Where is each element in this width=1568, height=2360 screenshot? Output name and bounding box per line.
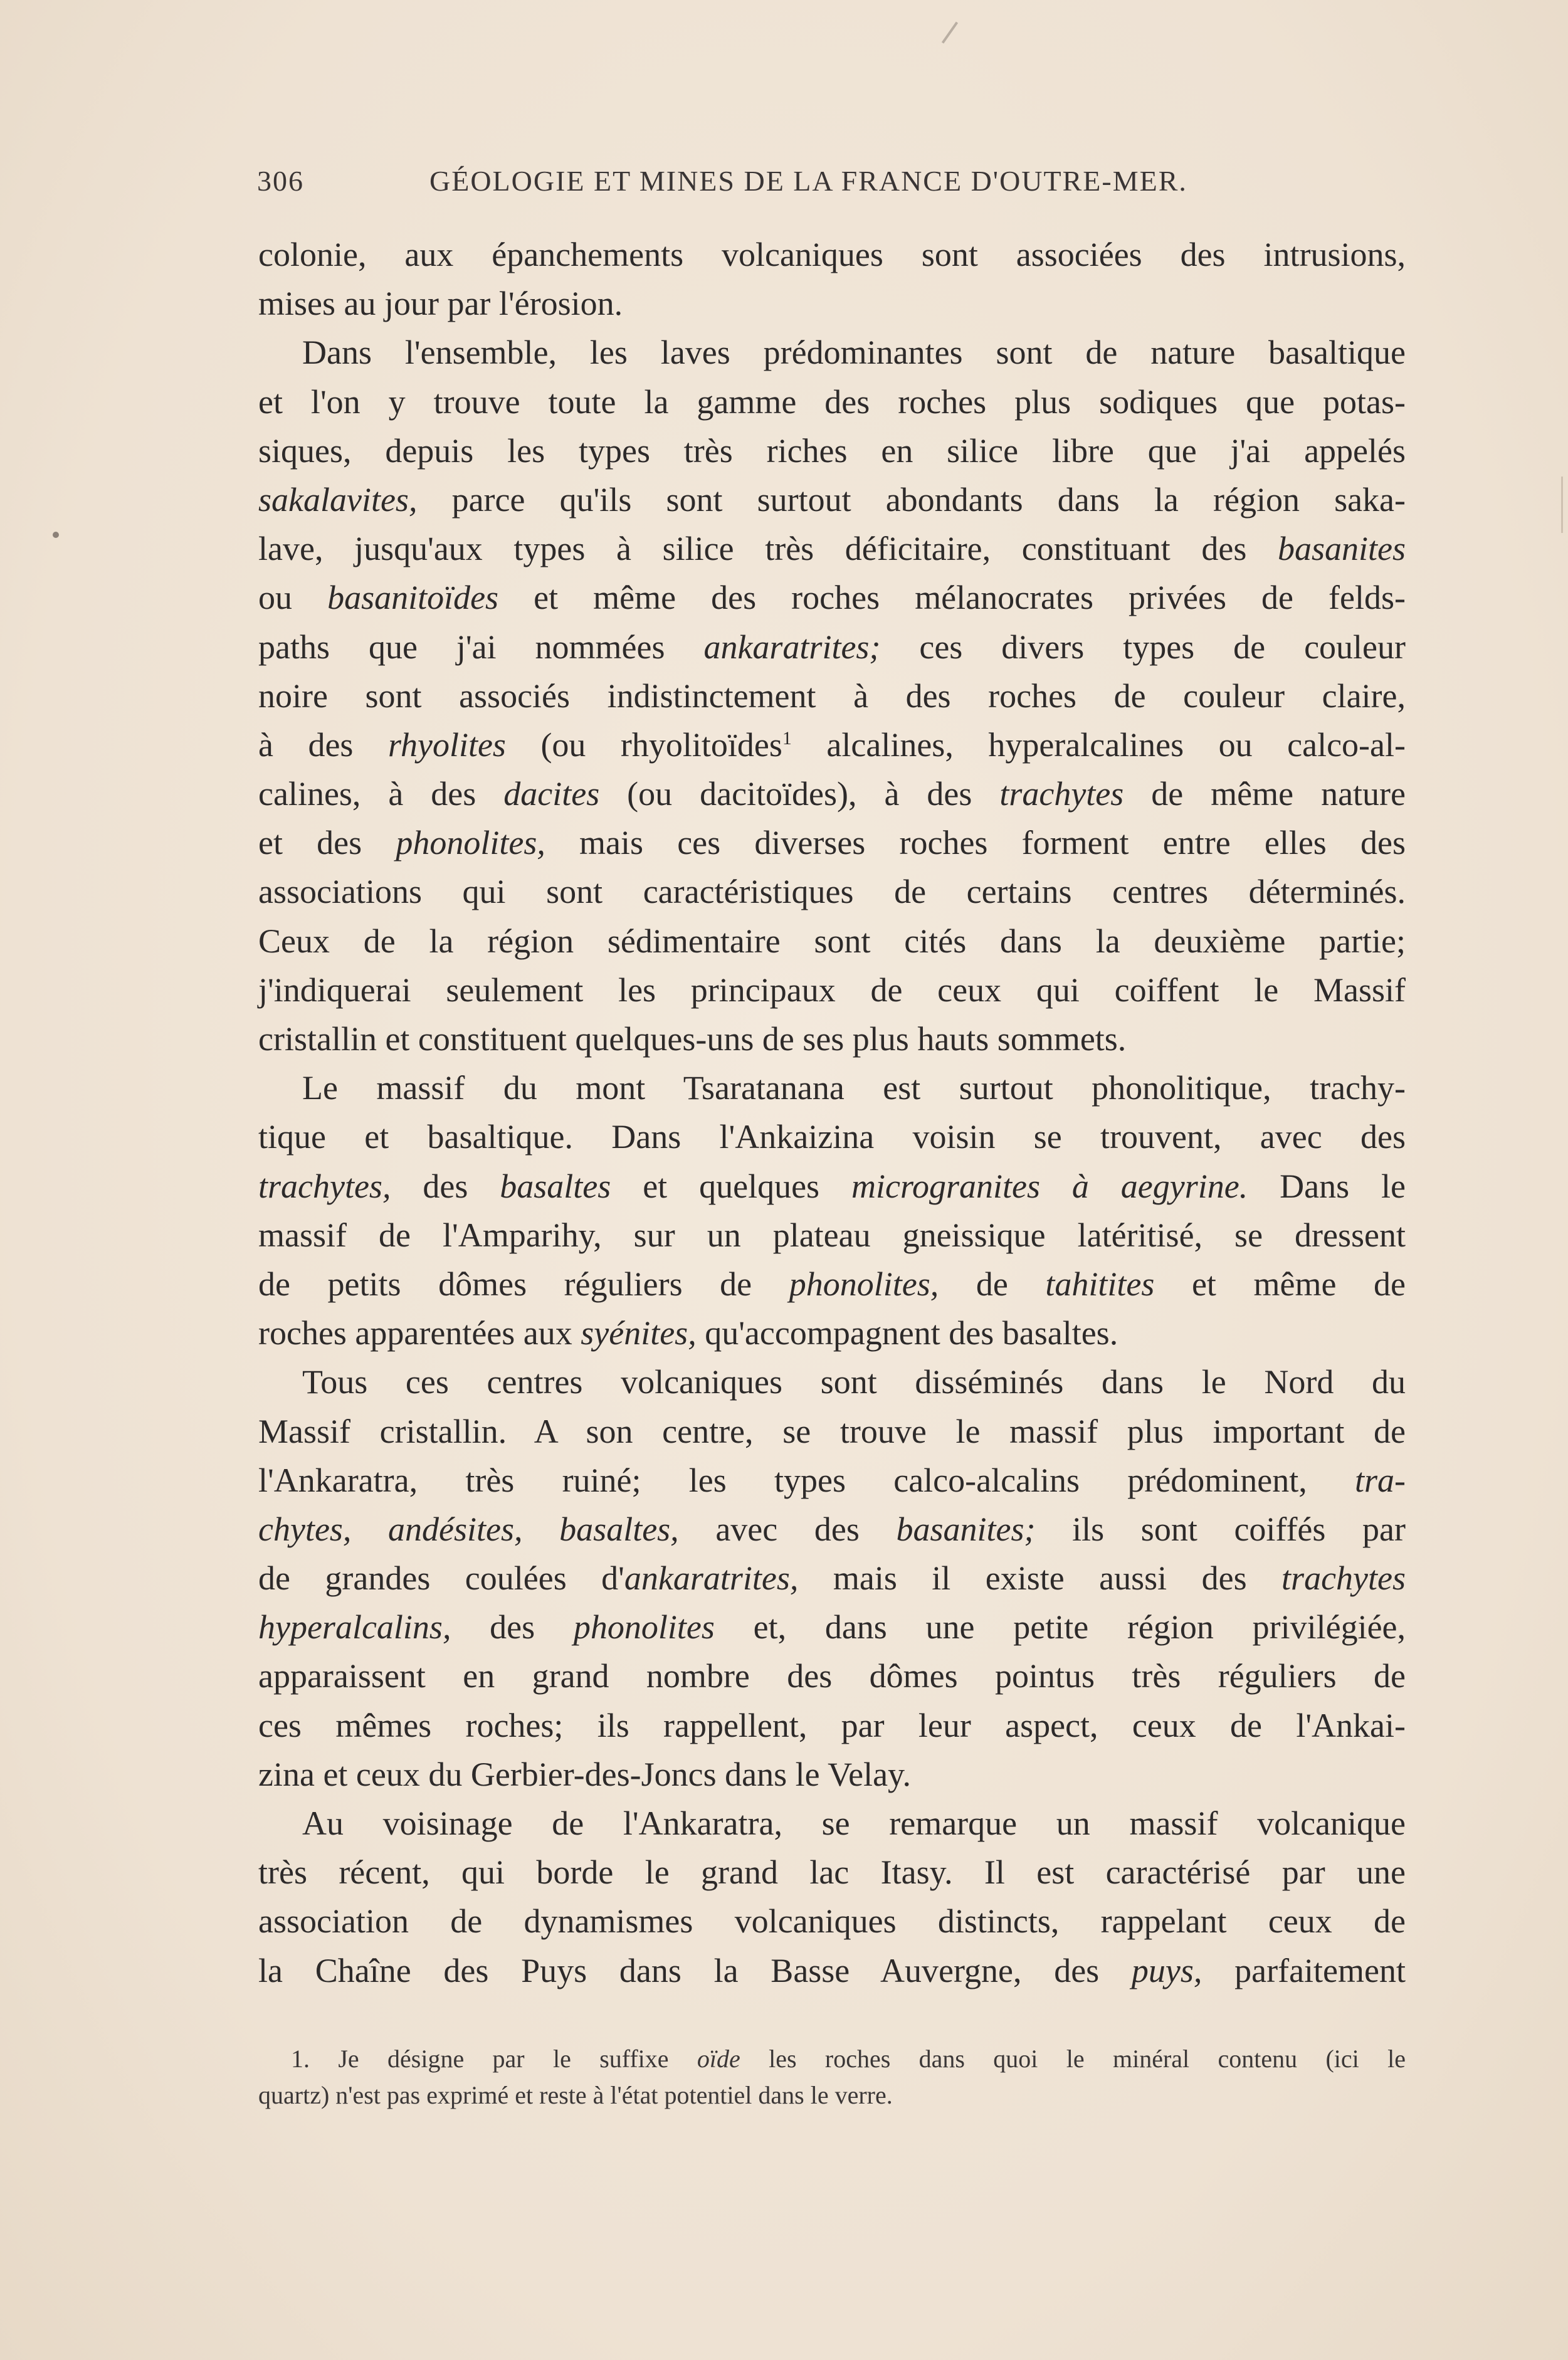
text-run: 1. Je désigne par le suffixe (291, 2045, 697, 2073)
text-line (258, 1162, 1406, 1211)
text-line (258, 1357, 1406, 1406)
text-line (258, 1603, 1406, 1651)
text-run: de petits dômes réguliers de (258, 1265, 789, 1303)
text-run: de (939, 1265, 1046, 1303)
text-line (258, 1505, 1406, 1554)
footnote-line (258, 2041, 1406, 2077)
text-line (258, 1063, 1406, 1112)
margin-spot (53, 532, 59, 538)
italic-term: ankaratrites, (624, 1559, 799, 1598)
text-run: roches apparentées aux (258, 1314, 581, 1352)
text-line (258, 475, 1406, 524)
text-run: Tous ces centres volcaniques sont disséminés dans le Nord du (302, 1363, 1406, 1401)
text-run: et même de (1154, 1265, 1406, 1303)
italic-term: puys, (1131, 1951, 1202, 1989)
text-run: lave, jusqu'aux types à silice très déficitaire, constituant des (258, 530, 1278, 568)
text-run: apparaissent en grand nombre des dômes pointus très réguliers de (258, 1657, 1406, 1695)
text-run: massif de l'Amparihy, sur un plateau gneissique latéritisé, se dressent (258, 1216, 1406, 1254)
text-run: (ou rhyolitoïdes (505, 725, 782, 764)
text-run: de grandes coulées d' (258, 1559, 624, 1598)
text-run: (ou dacitoïdes), à des (599, 775, 1000, 813)
text-line (258, 1897, 1406, 1946)
italic-term: hyperalcalins, (258, 1608, 451, 1646)
text-line (258, 672, 1406, 720)
body-text (258, 230, 1406, 1995)
italic-term: oïde (697, 2045, 740, 2073)
text-run: quartz) n'est pas exprimé et reste à l'état potentiel dans le verre. (258, 2081, 893, 2109)
text-line (258, 1211, 1406, 1260)
text-line (258, 1456, 1406, 1505)
footnote-line (258, 2077, 1406, 2114)
text-line (258, 867, 1406, 916)
text-run: Au voisinage de l'Ankaratra, se remarque un massif volcanique (302, 1804, 1406, 1842)
text-run: j'indiquerai seulement les principaux de ceux qui coiffent le Massif (258, 971, 1406, 1009)
text-run: Dans l'ensemble, les laves prédominantes sont de nature basaltique (302, 334, 1406, 372)
text-run: avec des (678, 1510, 897, 1548)
text-run: de même nature (1123, 775, 1406, 813)
text-run: siques, depuis les types très riches en silice libre que j'ai appelés (258, 431, 1406, 470)
text-run: et, dans une petite région privilégiée, (714, 1608, 1406, 1646)
text-run: mais il existe aussi des (798, 1559, 1282, 1598)
italic-term: basanites (1277, 530, 1406, 568)
italic-term: sakalavites, (258, 480, 418, 519)
text-run: qu'accompagnent des basaltes. (696, 1314, 1118, 1352)
italic-term: rhyolites (387, 725, 506, 764)
text-run: cristallin et constituent quelques-uns de ses plus hauts sommets. (258, 1020, 1127, 1058)
text-line (258, 1651, 1406, 1700)
text-line (258, 917, 1406, 966)
text-run: mises au jour par l'érosion. (258, 285, 623, 323)
text-run: très récent, qui borde le grand lac Itasy. Il est caractérisé par une (258, 1853, 1406, 1892)
italic-term: phonolites (573, 1608, 715, 1646)
text-line (258, 573, 1406, 622)
text-line (258, 279, 1406, 328)
text-run: parfaitement (1202, 1951, 1406, 1989)
text-line (258, 1946, 1406, 1995)
text-run: des (451, 1608, 574, 1646)
footnote-ref: 1 (782, 727, 792, 749)
page-number: 306 (257, 165, 304, 197)
text-line (258, 1309, 1406, 1357)
text-line (258, 1701, 1406, 1750)
italic-term: basaltes (500, 1167, 611, 1205)
text-line (258, 769, 1406, 818)
text-run: Massif cristallin. A son centre, se trouve le massif plus important de (258, 1412, 1406, 1450)
text-line (258, 720, 1406, 769)
text-run: et même des roches mélanocrates privées de felds- (498, 579, 1406, 617)
text-run: ces mêmes roches; ils rappellent, par leur aspect, ceux de l'Ankai- (258, 1706, 1406, 1744)
italic-term: phonolites, (396, 824, 545, 862)
text-run: la Chaîne des Puys dans la Basse Auvergne, des (258, 1951, 1132, 1989)
text-line (258, 1799, 1406, 1848)
italic-term: trachytes (999, 775, 1124, 813)
text-run: ils sont coiffés par (1035, 1510, 1406, 1548)
text-run: mais ces diverses roches forment entre elles des (545, 824, 1406, 862)
text-run: associations qui sont caractéristiques de certains centres déterminés. (258, 873, 1406, 911)
text-run: parce qu'ils sont surtout abondants dans la région saka- (417, 480, 1406, 519)
text-run: ou (258, 579, 328, 617)
text-run: colonie, aux épanchements volcaniques sont associées des intrusions, (258, 236, 1406, 273)
text-run: des (391, 1167, 500, 1205)
italic-term: basanitoïdes (327, 579, 499, 617)
text-run: Ceux de la région sédimentaire sont cités dans la deuxième partie; (258, 922, 1406, 960)
text-run: alcalines, hyperalcalines ou calco-al- (791, 725, 1406, 764)
italic-term: microgranites à aegyrine. (851, 1167, 1248, 1205)
text-run: paths que j'ai nommées (258, 628, 704, 666)
text-line (258, 426, 1406, 475)
italic-term: tahitites (1045, 1265, 1155, 1303)
text-run: Dans le (1248, 1167, 1406, 1205)
text-run: l'Ankaratra, très ruiné; les types calco-alcalins prédominent, (258, 1461, 1355, 1499)
italic-term: syénites, (581, 1314, 697, 1352)
italic-term: chytes, andésites, basaltes, (258, 1510, 679, 1548)
italic-term: trachytes, (258, 1167, 391, 1205)
text-line (258, 1407, 1406, 1456)
running-header (257, 164, 1235, 208)
text-run: et quelques (611, 1167, 851, 1205)
italic-term: dacites (503, 775, 600, 813)
italic-term: basanites; (896, 1510, 1036, 1548)
text-line (258, 818, 1406, 867)
text-line (258, 1750, 1406, 1799)
text-run: à des (258, 725, 388, 764)
text-line (258, 1112, 1406, 1161)
text-run: calines, à des (258, 775, 504, 813)
text-line (258, 328, 1406, 377)
italic-term: ankaratrites; (703, 628, 881, 666)
text-run: zina et ceux du Gerbier-des-Joncs dans le Velay. (258, 1755, 912, 1793)
text-line (258, 1848, 1406, 1897)
running-title: GÉOLOGIE ET MINES DE LA FRANCE D'OUTRE-MER. (429, 165, 1187, 197)
text-line (258, 524, 1406, 573)
text-line (258, 966, 1406, 1014)
page-edge-shadow (1561, 477, 1563, 533)
text-run: ces divers types de couleur (880, 628, 1406, 666)
text-line (258, 1554, 1406, 1603)
text-line (258, 1260, 1406, 1309)
pencil-mark (942, 21, 958, 43)
text-line (258, 623, 1406, 672)
italic-term: phonolites, (789, 1265, 939, 1303)
text-run: les roches dans quoi le minéral contenu (ici le (740, 2045, 1406, 2073)
text-line (258, 377, 1406, 426)
text-line (258, 1014, 1406, 1063)
text-run: noire sont associés indistinctement à des roches de couleur claire, (258, 677, 1406, 715)
text-run: association de dynamismes volcaniques distincts, rappelant ceux de (258, 1902, 1406, 1941)
italic-term: tra- (1355, 1461, 1406, 1499)
text-run: et des (258, 824, 396, 862)
text-run: Le massif du mont Tsaratanana est surtout phonolitique, trachy- (302, 1069, 1406, 1107)
footnotes (258, 2041, 1406, 2114)
text-line (258, 230, 1406, 279)
text-run: tique et basaltique. Dans l'Ankaizina voisin se trouvent, avec des (258, 1118, 1406, 1156)
text-run: et l'on y trouve toute la gamme des roches plus sodiques que potas- (258, 382, 1406, 421)
italic-term: trachytes (1281, 1559, 1406, 1598)
